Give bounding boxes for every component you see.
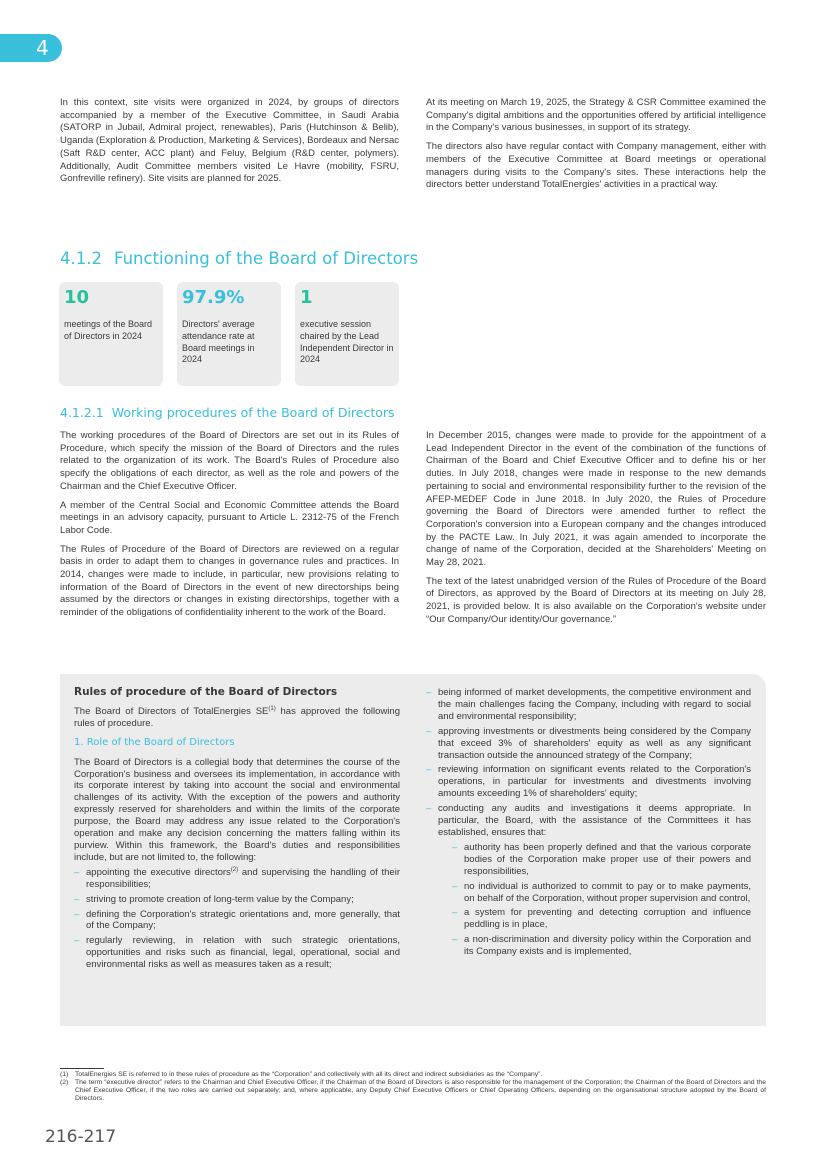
sub-bullet-list — [438, 842, 751, 958]
intro-right-paragraph-2: The directors also have regular contact with Company management, either with members of the Executive Committee at Board meetings or operational managers during visits to the Company's sites. These interactions help the directors better understand TotalEnergies' activities in a practical way. — [426, 141, 766, 191]
chapter-tab: 4 — [0, 34, 62, 62]
footnote-text: TotalEnergies SE is referred to in these rules of procedure as the “Corporation” and collectively with all its direct and indirect subsidiaries as the “Company”. — [75, 1071, 543, 1078]
section-number: 4.1.2 — [60, 249, 102, 268]
body-left-paragraph-1: The working procedures of the Board of Directors are set out in its Rules of Procedure, which specify the mission of the Board of Directors and the rules related to the organization of its work. The Board's Rules of Procedure also specify the obligations of each director, as well as the role and powers of the Chairman and the Chief Executive Officer. — [60, 430, 399, 492]
body-right-paragraph-1: In December 2015, changes were made to provide for the appointment of a Lead Independent Director in the event of the combination of the functions of Chairman of the Board and Chief Executive Officer and to define his or her duties. In July 2018, changes were made in response to the new demands pertaining to social and environmental responsibility further to the revision of the AFEP-MEDEF Code in June 2018. In July 2020, the Rules of Procedure governing the Board of Directors were amended further to reflect the Corporation's conversion into a European company and the changes introduced by the PACTE Law. In July 2021, it was again amended to incorporate the change of name of the Corporation, decided at the Shareholders' Meeting on May 28, 2021. — [426, 430, 766, 569]
stat-card-attendance — [177, 282, 281, 386]
sub-list-item: – no individual is authorized to commit to pay or to make payments, on behalf of the Corporation, without proper supervision and control, — [452, 881, 751, 905]
stat-value: 10 — [64, 287, 90, 308]
intro-right-paragraph-1: At its meeting on March 19, 2025, the Strategy & CSR Committee examined the Company's digital ambitions and the opportunities offered by artificial intelligence in the Company's various businesses, in support of its strategy. — [426, 97, 766, 134]
stat-value: 1 — [300, 287, 313, 308]
role-heading: 1. Role of the Board of Directors — [74, 736, 235, 748]
subsection-number: 4.1.2.1 — [60, 405, 104, 420]
stat-label: Directors' average attendance rate at Board meetings in 2024 — [182, 319, 255, 365]
stat-card-meetings — [59, 282, 163, 386]
body-left-paragraph-2: A member of the Central Social and Economic Committee attends the Board meetings in an advisory capacity, pursuant to Article L. 2312-75 of the French Labor Code. — [60, 499, 399, 536]
footnote-marker: (2) — [60, 1079, 69, 1087]
body-left-paragraph-3: The Rules of Procedure of the Board of Directors are reviewed on a regular basis in order to adapt them to changes in governance rules and practices. In 2014, changes were made to include, in particular, new provisions relating to information of the Board of Directors in the event of new directorships being assumed by the directors or changes in existing directorships, together with a reminder of the obligations of confidentiality inherent to the work of the Board. — [60, 543, 399, 619]
list-item — [426, 803, 751, 958]
list-item: – being informed of market developments, the competitive environment and the main challenges facing the Company, including with regard to social and environmental responsibility; — [426, 687, 751, 723]
sub-list-item: – a system for preventing and detecting corruption and influence peddling is in place, — [452, 907, 751, 931]
intro-right-column — [426, 97, 766, 192]
rules-intro — [74, 706, 400, 730]
footnote-1 — [60, 1071, 766, 1079]
rules-intro-text-end: has approved the following rules of procedure. — [74, 705, 400, 729]
footnote-marker: (1) — [60, 1071, 69, 1078]
intro-left-column — [60, 97, 399, 186]
section-heading — [60, 249, 418, 268]
stat-value: 97.9% — [182, 287, 245, 308]
rules-right-column — [426, 687, 751, 958]
subsection-heading — [60, 405, 395, 420]
sub-list-item: – a non-discrimination and diversity policy within the Corporation and its Company exists and is implemented, — [452, 934, 751, 958]
list-item-text: conducting any audits and investigations it deems appropriate. In particular, the Board, with the assistance of the Committees it has established, ensures that: — [438, 803, 751, 838]
footnote-2 — [60, 1079, 766, 1103]
list-item — [74, 867, 400, 891]
list-item-text-end: and supervising the handling of their responsibilities; — [86, 866, 400, 890]
stat-label: meetings of the Board of Directors in 2024 — [64, 319, 153, 341]
rules-title: Rules of procedure of the Board of Directors — [74, 686, 338, 698]
role-bullet-list-right — [426, 687, 751, 958]
list-item: – approving investments or divestments being considered by the Company that exceed 3% of shareholders' equity as well as any significant transaction outside the announced strategy of the Company; — [426, 726, 751, 762]
body-right-paragraph-2: The text of the latest unabridged version of the Rules of Procedure of the Board of Directors, as approved by the Board of Directors at its meeting on July 28, 2021, is provided below. It is also available on the Corporation's website under “Our Company/Our identity/Our governance.” — [426, 575, 766, 625]
page-number: 216-217 — [45, 1127, 117, 1147]
list-item-text: appointing the executive directors — [86, 866, 231, 878]
footnote-ref-1: (1) — [268, 705, 276, 712]
rules-intro-text: The Board of Directors of TotalEnergies SE — [74, 705, 269, 717]
body-right-column — [426, 430, 766, 627]
role-paragraph: The Board of Directors is a collegial body that determines the course of the Corporation's business and oversees its implementation, in accordance with its corporate interest by taking into account the social and environmental challenges of its activity. With the exception of the powers and authority expressly reserved for shareholders and within the limits of the corporate purpose, the Board may address any issue related to the Corporation's operation and make any decision concerning the matters falling within its purview. Within this framework, the Board's duties and responsibilities include, but are not limited to, the following: — [74, 756, 400, 863]
rules-of-procedure-box — [60, 674, 766, 1026]
role-bullet-list-left — [74, 867, 400, 971]
list-item: – defining the Corporation's strategic orientations and, more generally, that of the Company; — [74, 909, 400, 933]
stat-card-executive-session — [295, 282, 399, 386]
intro-left-paragraph: In this context, site visits were organized in 2024, by groups of directors accompanied by a member of the Executive Committee, in Saudi Arabia (SATORP in Jubail, Admiral project, renewables), Paris (Hutchinson & Belib), Uganda (Exploration & Production, Marketing & Services), Bordeaux and Nersac (Saft R&D center, ACC plant) and Feluy, Belgium (R&D center, polymers). Additionally, Audit Committee members visited Le Havre (mobility, FSRU, Gonfreville refinery). Site visits are planned for 2025. — [60, 97, 400, 185]
footnote-divider — [60, 1068, 104, 1069]
footnote-text: The term “executive director” refers to the Chairman and Chief Executive Officer, if the Chairman of the Board of Directors is also responsible for the management of the Corporation; the Chairman of the Board of Directors and the Chief Executive Officer, if the two roles are carried out separately; and, where applicable, any Deputy Chief Executive Officers or Chief Operating Officers, depending on the organisational structure adopted by the Board of Directors. — [75, 1079, 766, 1103]
footnote-ref-2: (2) — [230, 866, 239, 873]
rules-left-column — [74, 687, 400, 971]
footnotes — [60, 1071, 766, 1103]
subsection-title: Working procedures of the Board of Directors — [111, 405, 395, 420]
sub-list-item: – authority has been properly defined and that the various corporate bodies of the Corporation make proper use of their powers and responsibilities, — [452, 842, 751, 878]
body-left-column — [60, 430, 399, 620]
section-title: Functioning of the Board of Directors — [113, 249, 419, 268]
list-item: – regularly reviewing, in relation with such strategic orientations, opportunities and risks such as financial, legal, operational, social and environmental risks as well as measures taken as a result; — [74, 935, 400, 971]
list-item: – striving to promote creation of long-term value by the Company; — [74, 894, 400, 906]
list-item: – reviewing information on significant events related to the Corporation's operations, in particular for investments and divestments involving amounts exceeding 1% of shareholders' equity; — [426, 764, 751, 800]
stat-label: executive session chaired by the Lead Independent Director in 2024 — [300, 319, 394, 365]
